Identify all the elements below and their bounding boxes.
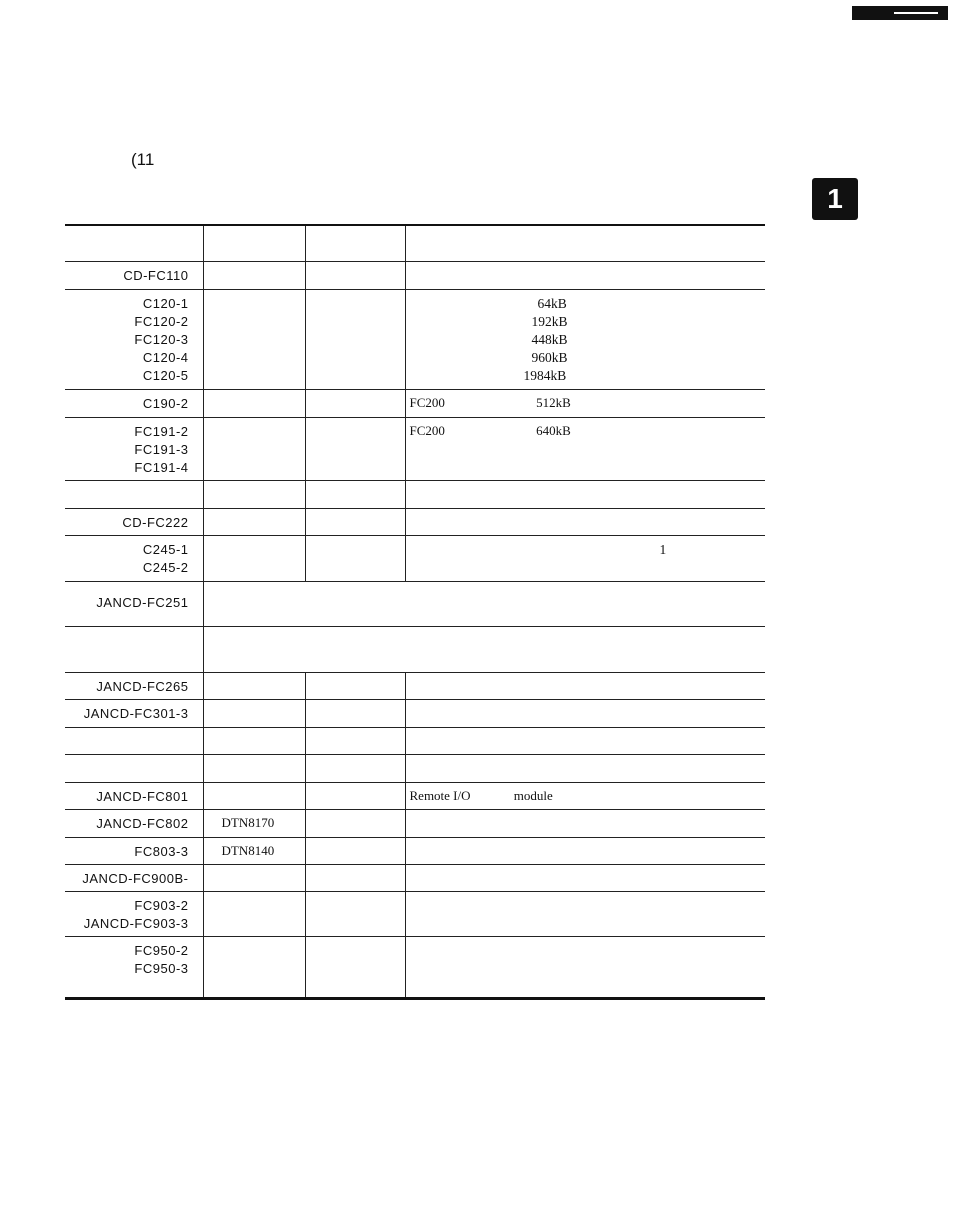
table-row [65, 626, 765, 672]
dtn-code: DTN8140 [221, 842, 275, 858]
model-name: JANCD-FC903-3 [83, 915, 189, 931]
table-row [65, 727, 765, 754]
dtn-code: DTN8170 [221, 814, 275, 830]
table-row [65, 508, 765, 535]
model-name: C190-2 [142, 395, 189, 411]
memory-size: 192kB [531, 313, 568, 329]
table-row [65, 480, 765, 508]
table-row [65, 864, 765, 891]
memory-size: 64kB [537, 295, 567, 311]
table-row [65, 389, 765, 417]
model-name: C245-1 [142, 541, 189, 557]
memory-size: 960kB [531, 349, 568, 365]
table-row [65, 261, 765, 289]
model-name: C120-4 [142, 349, 189, 365]
model-name: FC903-2 [134, 897, 189, 913]
desc-text: 1 [659, 541, 667, 557]
model-name: JANCD-FC801 [96, 788, 189, 804]
model-name: JANCD-FC301-3 [83, 705, 189, 721]
model-name: C120-1 [142, 295, 189, 311]
page-corner-bar [852, 6, 948, 20]
section-marker: (11 [131, 150, 155, 169]
table-header-row [65, 225, 765, 261]
memory-size: 640kB [536, 422, 571, 438]
model-name: JANCD-FC251 [96, 594, 189, 610]
model-name: FC803-3 [134, 843, 189, 859]
model-name: FC120-2 [134, 313, 189, 329]
table-row [65, 891, 765, 936]
memory-size: 448kB [531, 331, 568, 347]
desc-text: module [513, 787, 553, 803]
model-name: JANCD-FC900B- [82, 870, 189, 886]
model-name: JANCD-FC265 [96, 678, 189, 694]
model-name: C120-5 [142, 367, 189, 383]
desc-text: FC200 [409, 422, 445, 438]
chapter-tab: 1 [812, 178, 858, 220]
model-name: FC120-3 [134, 331, 189, 347]
table-row [65, 936, 765, 998]
memory-size: 1984kB [523, 367, 567, 383]
table-row [65, 581, 765, 626]
table-row [65, 535, 765, 581]
table-row [65, 672, 765, 699]
model-name: FC191-3 [134, 441, 189, 457]
table-row [65, 782, 765, 809]
spec-table [65, 224, 765, 1000]
table-row [65, 417, 765, 480]
table-row [65, 754, 765, 782]
model-name: FC950-3 [134, 960, 189, 976]
desc-text: Remote I/O [409, 787, 471, 803]
model-name: C245-2 [142, 559, 189, 575]
model-name: FC950-2 [134, 942, 189, 958]
desc-text: FC200 [409, 394, 445, 410]
memory-size: 512kB [536, 394, 571, 410]
model-name: FC191-4 [134, 459, 189, 475]
model-name: JANCD-FC802 [96, 815, 189, 831]
table-row [65, 289, 765, 389]
table-row [65, 809, 765, 837]
model-name: FC191-2 [134, 423, 189, 439]
model-name: CD-FC110 [123, 267, 189, 283]
model-name: CD-FC222 [122, 514, 189, 530]
table-row [65, 699, 765, 727]
table-row [65, 837, 765, 864]
